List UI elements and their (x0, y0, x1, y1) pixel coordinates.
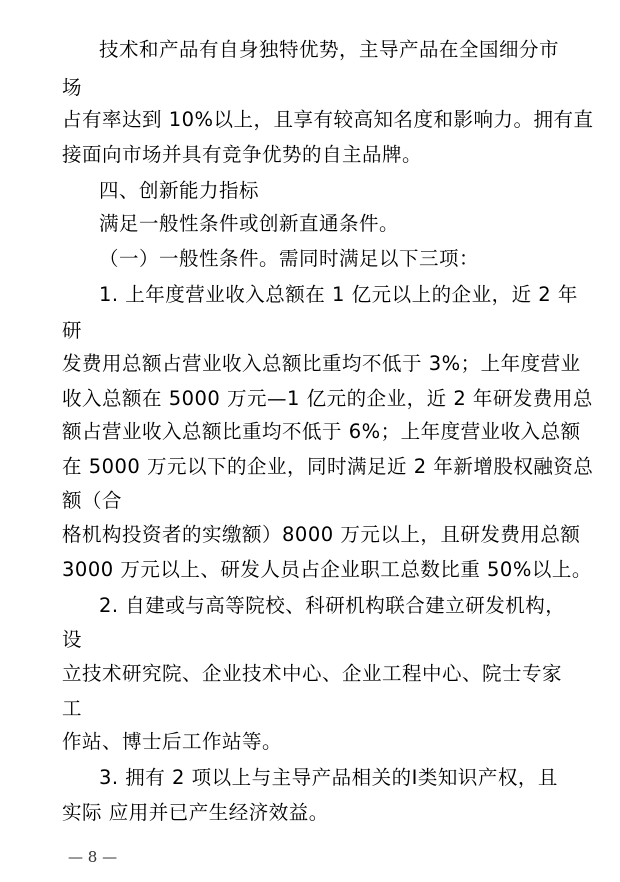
text-line: 3. 拥有 2 项以上与主导产品相关的Ⅰ类知识产权，且 (99, 766, 558, 789)
text-line: 接面向市场并具有竞争优势的自主品牌。 (62, 143, 423, 166)
text-line: 3000 万元以上、研发人员占企业职工总数比重 50%以上。 (62, 558, 592, 581)
page-number: — 8 — (68, 848, 118, 866)
text-line: 发费用总额占营业收入总额比重均不低于 3%；上年度营业 (62, 352, 581, 375)
text-line: 作站、博士后工作站等。 (62, 730, 283, 753)
text-line: 技术和产品有自身独特优势，主导产品在全国细分市 (99, 38, 560, 61)
text-line: 1. 上年度营业收入总额在 1 亿元以上的企业，近 2 年 (99, 283, 578, 306)
text-line: 实际 应用并已产生经济效益。 (62, 801, 329, 824)
text-line: 设 (62, 628, 83, 651)
text-line: 立技术研究院、企业技术中心、企业工程中心、院士专家 (62, 662, 563, 685)
text-line: 占有率达到 10%以上，且享有较高知名度和影响力。拥有直 (62, 108, 594, 131)
text-line: 2. 自建或与高等院校、科研机构联合建立研发机构， (99, 594, 566, 617)
text-line: 格机构投资者的实缴额）8000 万元以上，且研发费用总额 (62, 523, 581, 546)
subsection-heading: （一）一般性条件。需同时满足以下三项： (99, 247, 480, 270)
text-line: 研 (62, 319, 83, 342)
text-line: 在 5000 万元以下的企业，同时满足近 2 年新增股权融资总 (62, 455, 594, 478)
text-line: 额占营业收入总额比重均不低于 6%；上年度营业收入总额 (62, 420, 581, 443)
text-line: 额（合 (62, 489, 123, 512)
text-line: 收入总额在 5000 万元—1 亿元的企业，近 2 年研发费用总 (62, 387, 593, 410)
section-heading: 四、创新能力指标 (99, 179, 260, 202)
text-line: 满足一般性条件或创新直通条件。 (99, 212, 400, 235)
text-line: 场 (62, 76, 83, 99)
text-line: 工 (62, 697, 83, 720)
